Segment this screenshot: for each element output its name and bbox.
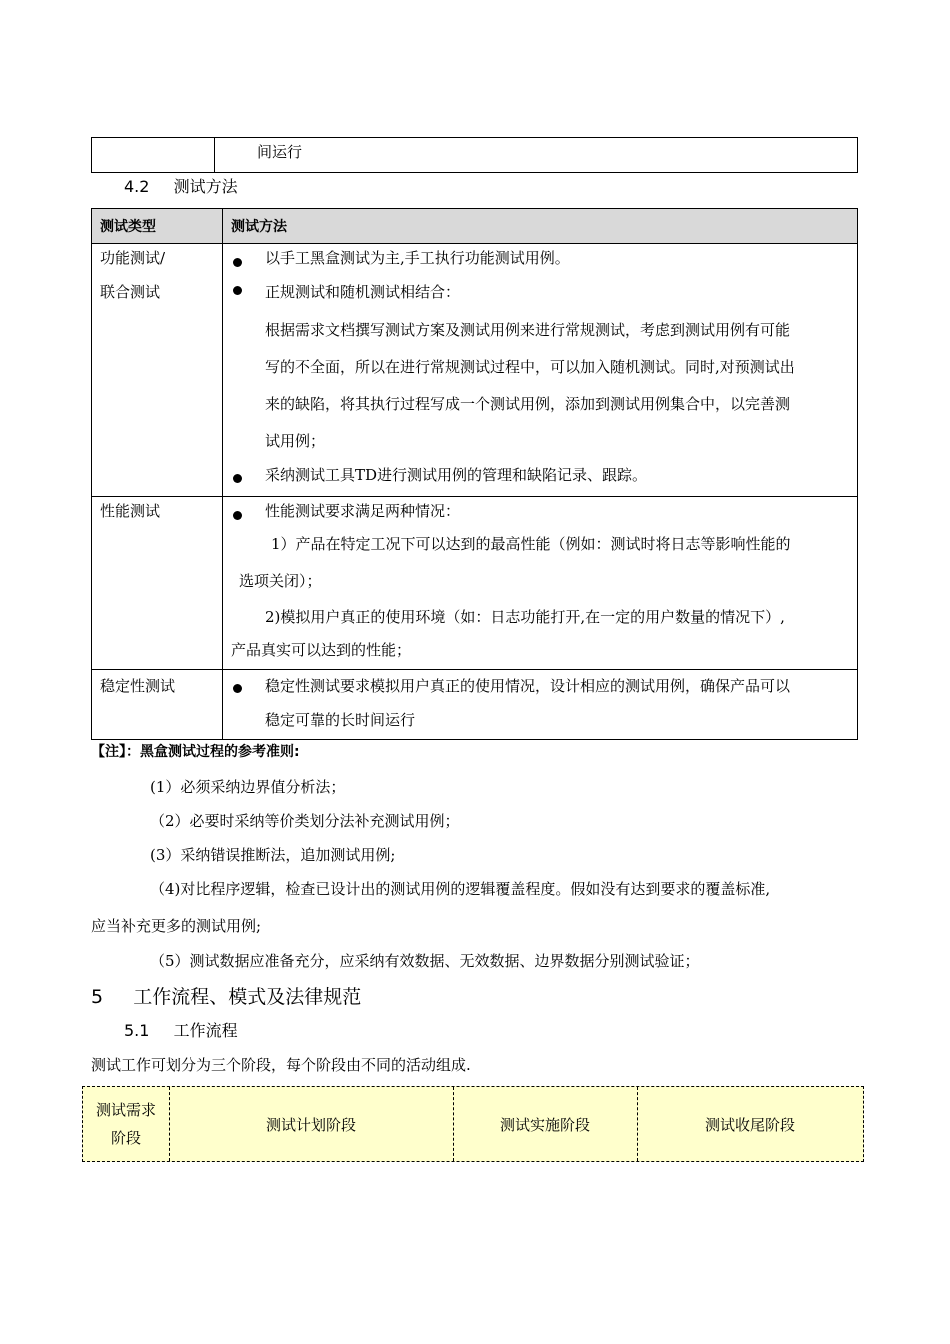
continuation-table bbox=[91, 137, 858, 173]
phase-closing: 测试收尾阶段 bbox=[704, 1115, 795, 1134]
note-item: (1）必须采纳边界值分析法； bbox=[150, 778, 346, 796]
section-number: 5.1 bbox=[124, 1021, 150, 1040]
section-title: 工作流程 bbox=[173, 1021, 238, 1040]
continuation-method-cell bbox=[215, 138, 858, 173]
row-type-cell bbox=[92, 244, 223, 497]
bullet-item: 正规测试和随机测试相结合： bbox=[223, 272, 857, 312]
section-title: 工作流程、模式及法律规范 bbox=[133, 986, 362, 1008]
paragraph-line: 试用例； bbox=[265, 432, 326, 450]
type-label: 性能测试 bbox=[100, 502, 161, 520]
continuation-type-cell bbox=[92, 138, 215, 173]
phase-label: 测试需求 bbox=[95, 1101, 156, 1119]
paragraph-line: 写的不全面，所以在进行常规测试过程中，可以加入随机测试。同时,对预测试出 bbox=[265, 358, 795, 376]
section-5-1-heading bbox=[124, 1019, 238, 1043]
type-label: 联合测试 bbox=[100, 283, 161, 301]
row-type-cell bbox=[92, 670, 223, 740]
row-type-cell bbox=[92, 497, 223, 670]
header-type: 测试类型 bbox=[92, 209, 223, 244]
note-item: （4)对比程序逻辑，检查已设计出的测试用例的逻辑覆盖程度。假如没有达到要求的覆盖标准, bbox=[150, 880, 771, 898]
note-title: 【注】：黑盒测试过程的参考准则: bbox=[91, 744, 300, 760]
type-label: 功能测试/ bbox=[100, 249, 166, 267]
section-5-heading bbox=[91, 983, 361, 1011]
row-method-cell bbox=[223, 497, 858, 670]
phase-planning: 测试计划阶段 bbox=[265, 1115, 356, 1134]
row-method-cell bbox=[223, 670, 858, 740]
workflow-phase-table bbox=[82, 1086, 864, 1162]
continuation-text: 间运行 bbox=[257, 143, 303, 161]
paragraph-line: 产品真实可以达到的性能； bbox=[231, 641, 412, 659]
bullet-item: 性能测试要求满足两种情况： bbox=[223, 497, 857, 525]
section-title: 测试方法 bbox=[173, 177, 238, 196]
bullet-item: 采纳测试工具TD进行测试用例的管理和缺陷记录、跟踪。 bbox=[223, 460, 857, 496]
section-number: 4.2 bbox=[124, 177, 150, 196]
paragraph-line: 来的缺陷，将其执行过程写成一个测试用例，添加到测试用例集合中，以完善测 bbox=[265, 395, 791, 413]
bullet-item: 以手工黑盒测试为主,手工执行功能测试用例。 bbox=[223, 244, 857, 272]
header-method: 测试方法 bbox=[223, 209, 858, 244]
intro-text: 测试工作可划分为三个阶段，每个阶段由不同的活动组成. bbox=[91, 1056, 471, 1074]
phase-requirements bbox=[83, 1087, 169, 1161]
note-item: （5）测试数据应准备充分，应采纳有效数据、无效数据、边界数据分别测试验证； bbox=[150, 952, 700, 970]
paragraph-line: 稳定可靠的长时间运行 bbox=[265, 711, 416, 729]
paragraph-line: 1）产品在特定工况下可以达到的最高性能（例如：测试时将日志等影响性能的 bbox=[271, 535, 791, 553]
note-item: (3）采纳错误推断法，追加测试用例; bbox=[150, 846, 396, 864]
phase-execution: 测试实施阶段 bbox=[499, 1115, 590, 1134]
type-label: 稳定性测试 bbox=[100, 677, 176, 695]
note-item: 应当补充更多的测试用例; bbox=[91, 917, 262, 935]
row-method-cell bbox=[223, 244, 858, 497]
note-item: （2）必要时采纳等价类划分法补充测试用例； bbox=[150, 812, 460, 830]
bullet-item: 稳定性测试要求模拟用户真正的使用情况，设计相应的测试用例，确保产品可以 bbox=[223, 670, 857, 702]
section-4-2-heading bbox=[124, 175, 238, 199]
paragraph-line: 选项关闭）； bbox=[239, 572, 322, 590]
paragraph-line: 根据需求文档撰写测试方案及测试用例来进行常规测试，考虑到测试用例有可能 bbox=[265, 321, 791, 339]
phase-label: 阶段 bbox=[110, 1129, 141, 1147]
section-number: 5 bbox=[91, 986, 104, 1008]
test-method-table bbox=[91, 208, 858, 740]
paragraph-line: 2)模拟用户真正的使用环境（如：日志功能打开,在一定的用户数量的情况下）, bbox=[265, 608, 785, 626]
